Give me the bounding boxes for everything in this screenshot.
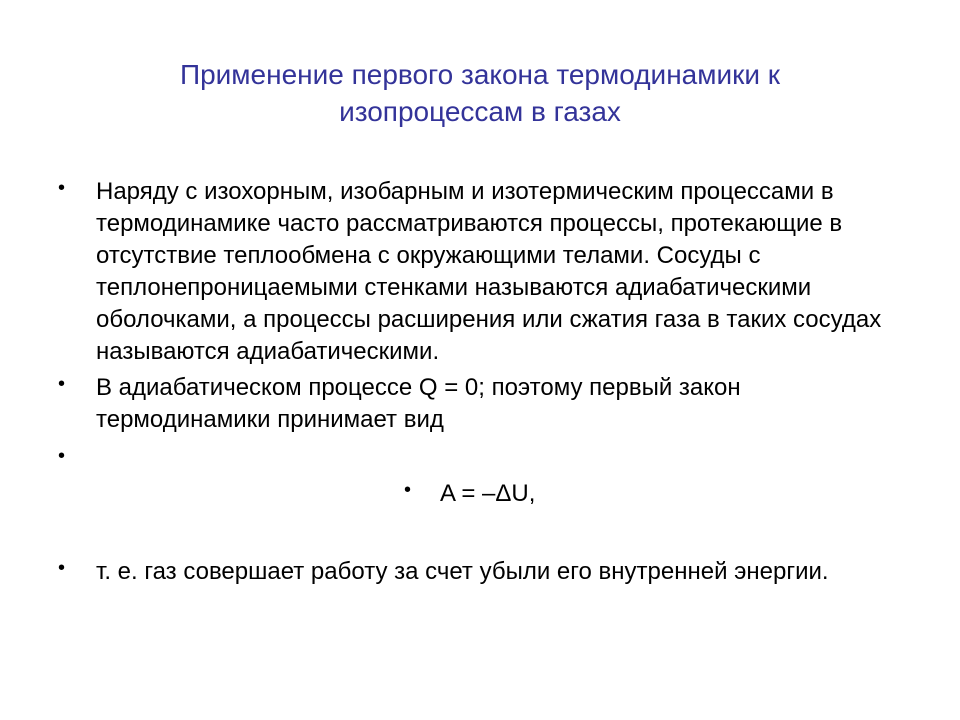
- bullet-text-adiabatic-definition: Наряду с изохорным, изобарным и изотермическим процессами в термодинамике часто рассматриваются процессы, протекающие в отсутствие теплообмена с окружающими телами. Сосуды с теплонепроницаемыми стенками называются адиабатическими оболочками, а процессы расширения или сжатия газа в таких сосудах называются адиабатическими.: [96, 178, 882, 365]
- bullet-text-formula: A = –ΔU,: [440, 480, 536, 507]
- bullet-marker: •: [58, 373, 66, 395]
- bullet-marker: •: [404, 479, 412, 501]
- bullet-text-conclusion: т. е. газ совершает работу за счет убыли его внутренней энергии.: [96, 558, 829, 585]
- bullet-marker: •: [58, 177, 66, 199]
- bullet-text-first-law: В адиабатическом процессе Q = 0; поэтому первый закон термодинамики принимает вид: [96, 374, 741, 433]
- bullet-marker: •: [58, 557, 66, 579]
- bullet-marker-empty: •: [58, 445, 66, 467]
- slide-title: Применение первого закона термодинамики к изопроцессам в газах: [179, 59, 781, 127]
